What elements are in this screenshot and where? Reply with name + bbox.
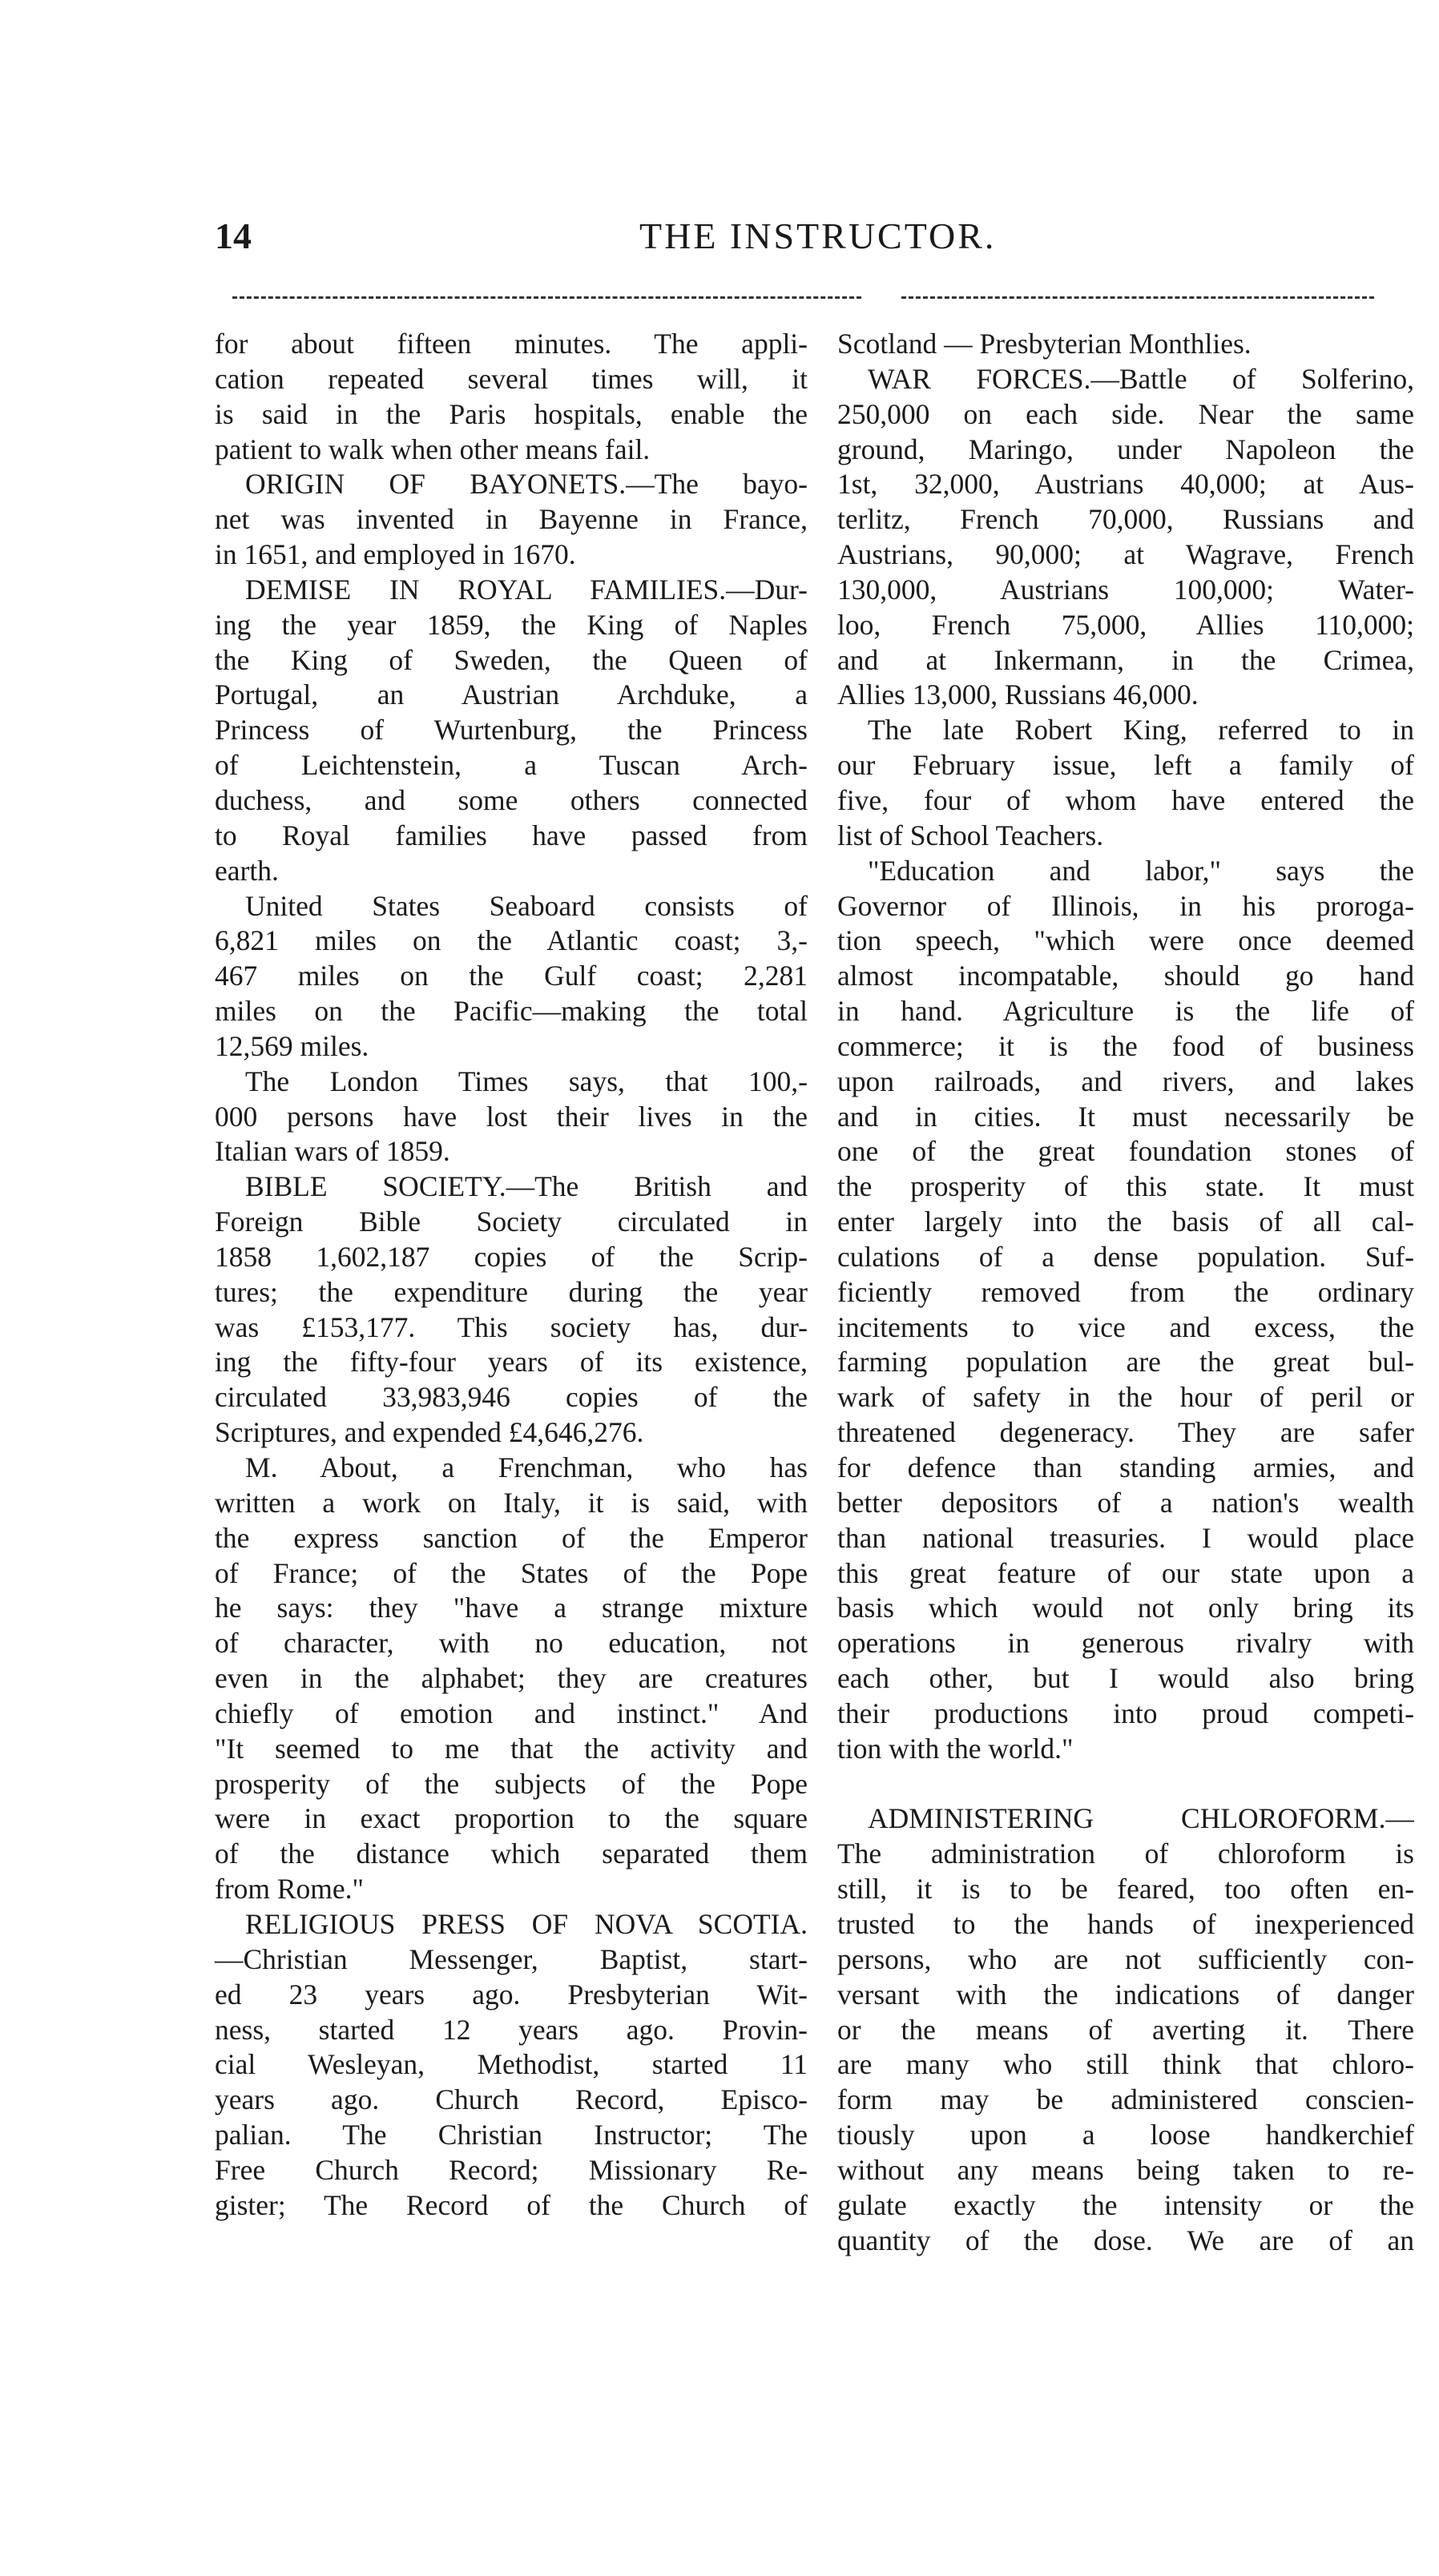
text-line: written a work on Italy, it is said, with: [215, 1486, 808, 1519]
text-line: persons, who are not sufficiently con-: [837, 1942, 1414, 1975]
text-line: gulate exactly the intensity or the: [837, 2188, 1414, 2221]
text-line: The late Robert King, referred to in: [868, 714, 1414, 747]
text-line: threatened degeneracy. They are safer: [837, 1416, 1414, 1449]
text-line: ORIGIN OF BAYONETS.—The bayo-: [245, 468, 808, 501]
text-line: the express sanction of the Emperor: [215, 1521, 808, 1554]
text-line: in 1651, and employed in 1670.: [215, 538, 576, 571]
text-line: ed 23 years ago. Presbyterian Wit-: [215, 1978, 808, 2010]
text-line: 6,821 miles on the Atlantic coast; 3,-: [215, 924, 808, 957]
text-line: The administration of chloroform is: [837, 1837, 1414, 1870]
text-line: tures; the expenditure during the year: [215, 1275, 808, 1308]
text-line: loo, French 75,000, Allies 110,000;: [837, 608, 1414, 641]
text-line: incitements to vice and excess, the: [837, 1310, 1414, 1343]
text-line: without any means being taken to re-: [837, 2153, 1414, 2186]
text-line: 130,000, Austrians 100,000; Water-: [837, 573, 1414, 606]
text-line: list of School Teachers.: [837, 819, 1104, 851]
text-line: versant with the indications of danger: [837, 1978, 1414, 2010]
text-line: 1st, 32,000, Austrians 40,000; at Aus-: [837, 468, 1414, 501]
text-line: basis which would not only bring its: [837, 1592, 1414, 1624]
text-line: Portugal, an Austrian Archduke, a: [215, 678, 808, 711]
text-line: earth.: [215, 854, 279, 887]
text-line: DEMISE IN ROYAL FAMILIES.—Dur-: [245, 573, 808, 606]
text-line: tion with the world.": [837, 1732, 1074, 1765]
text-line: even in the alphabet; they are creatures: [215, 1662, 808, 1695]
text-line: still, it is to be feared, too often en-: [837, 1873, 1414, 1906]
text-line: terlitz, French 70,000, Russians and: [837, 503, 1414, 536]
text-line: "Education and labor," says the: [868, 854, 1414, 887]
text-line: —Christian Messenger, Baptist, start-: [215, 1942, 808, 1975]
text-line: Free Church Record; Missionary Re-: [215, 2153, 808, 2186]
text-line: to Royal families have passed from: [215, 819, 808, 851]
text-line: he says: they "have a strange mixture: [215, 1592, 808, 1624]
text-line: of France; of the States of the Pope: [215, 1556, 808, 1589]
paragraph-gap: [837, 1767, 1414, 1802]
text-line: tion speech, "which were once deemed: [837, 924, 1414, 957]
text-line: one of the great foundation stones of: [837, 1135, 1414, 1168]
text-line: and in cities. It must necessarily be: [837, 1100, 1414, 1133]
text-line: ing the year 1859, the King of Naples: [215, 608, 808, 641]
text-line: net was invented in Bayenne in France,: [215, 503, 808, 536]
text-line: The London Times says, that 100,-: [245, 1065, 808, 1097]
right-column: [837, 327, 1414, 2258]
text-line: each other, but I would also bring: [837, 1662, 1414, 1695]
text-line: was £153,177. This society has, dur-: [215, 1310, 808, 1343]
text-line: enter largely into the basis of all cal-: [837, 1205, 1414, 1238]
text-line: 12,569 miles.: [215, 1029, 369, 1062]
text-line: from Rome.": [215, 1873, 365, 1906]
text-line: palian. The Christian Instructor; The: [215, 2119, 808, 2151]
text-line: operations in generous rivalry with: [837, 1627, 1414, 1660]
text-line: were in exact proportion to the square: [215, 1802, 808, 1835]
text-line: United States Seaboard consists of: [245, 889, 808, 922]
text-line: or the means of averting it. There: [837, 2013, 1414, 2046]
text-line: 000 persons have lost their lives in the: [215, 1100, 808, 1133]
text-line: 467 miles on the Gulf coast; 2,281: [215, 960, 808, 992]
text-line: patient to walk when other means fail.: [215, 433, 651, 465]
text-line: the prosperity of this state. It must: [837, 1170, 1414, 1203]
text-line: duchess, and some others connected: [215, 783, 808, 816]
text-line: 250,000 on each side. Near the same: [837, 397, 1414, 430]
text-line: five, four of whom have entered the: [837, 783, 1414, 816]
text-line: Allies 13,000, Russians 46,000.: [837, 678, 1199, 711]
text-line: RELIGIOUS PRESS OF NOVA SCOTIA.: [245, 1907, 808, 1940]
header-rule: [232, 296, 861, 299]
text-line: ground, Maringo, under Napoleon the: [837, 433, 1414, 465]
text-line: Austrians, 90,000; at Wagrave, French: [837, 538, 1414, 571]
text-line: Scotland — Presbyterian Monthlies.: [837, 328, 1252, 360]
text-line: farming population are the great bul-: [837, 1346, 1414, 1379]
text-line: and at Inkermann, in the Crimea,: [837, 643, 1414, 676]
text-line: BIBLE SOCIETY.—The British and: [245, 1170, 808, 1203]
text-line: ing the fifty-four years of its existence,: [215, 1346, 808, 1379]
text-line: upon railroads, and rivers, and lakes: [837, 1065, 1414, 1097]
text-line: Governor of Illinois, in his proroga-: [837, 889, 1414, 922]
text-line: quantity of the dose. We are of an: [837, 2224, 1414, 2256]
text-line: Princess of Wurtenburg, the Princess: [215, 714, 808, 747]
text-line: 1858 1,602,187 copies of the Scrip-: [215, 1240, 808, 1273]
text-line: wark of safety in the hour of peril or: [837, 1381, 1414, 1414]
text-line: years ago. Church Record, Episco-: [215, 2083, 808, 2116]
text-line: the King of Sweden, the Queen of: [215, 643, 808, 676]
page-header: [215, 215, 1393, 263]
text-line: gister; The Record of the Church of: [215, 2188, 808, 2221]
text-line: better depositors of a nation's wealth: [837, 1486, 1414, 1519]
text-line: almost incompatable, should go hand: [837, 960, 1414, 992]
text-line: is said in the Paris hospitals, enable the: [215, 397, 808, 430]
running-title: THE INSTRUCTOR.: [639, 215, 997, 256]
text-line: for defence than standing armies, and: [837, 1451, 1414, 1483]
text-line: cation repeated several times will, it: [215, 362, 808, 395]
left-column: [215, 327, 808, 2224]
text-line: chiefly of emotion and instinct." And: [215, 1697, 808, 1729]
text-line: commerce; it is the food of business: [837, 1029, 1414, 1062]
text-line: form may be administered conscien-: [837, 2083, 1414, 2116]
text-line: tiously upon a loose handkerchief: [837, 2119, 1414, 2151]
text-line: cial Wesleyan, Methodist, started 11: [215, 2048, 808, 2081]
text-line: culations of a dense population. Suf-: [837, 1240, 1414, 1273]
text-line: circulated 33,983,946 copies of the: [215, 1381, 808, 1414]
text-line: than national treasuries. I would place: [837, 1521, 1414, 1554]
text-line: our February issue, left a family of: [837, 749, 1414, 782]
text-line: ficiently removed from the ordinary: [837, 1275, 1414, 1308]
text-line: miles on the Pacific—making the total: [215, 995, 808, 1028]
text-line: for about fifteen minutes. The appli-: [215, 328, 808, 360]
page-number: 14: [215, 215, 252, 256]
text-line: ness, started 12 years ago. Provin-: [215, 2013, 808, 2046]
text-line: M. About, a Frenchman, who has: [245, 1451, 808, 1483]
text-line: are many who still think that chloro-: [837, 2048, 1414, 2081]
text-line: in hand. Agriculture is the life of: [837, 995, 1414, 1028]
text-line: Scriptures, and expended £4,646,276.: [215, 1416, 644, 1449]
text-line: of character, with no education, not: [215, 1627, 808, 1660]
text-line: prosperity of the subjects of the Pope: [215, 1767, 808, 1800]
text-line: this great feature of our state upon a: [837, 1556, 1414, 1589]
text-line: Italian wars of 1859.: [215, 1135, 450, 1168]
text-line: "It seemed to me that the activity and: [215, 1732, 808, 1765]
text-line: trusted to the hands of inexperienced: [837, 1907, 1414, 1940]
text-line: of Leichtenstein, a Tuscan Arch-: [215, 749, 808, 782]
text-line: WAR FORCES.—Battle of Solferino,: [868, 362, 1414, 395]
text-line: Foreign Bible Society circulated in: [215, 1205, 808, 1238]
text-line: their productions into proud competi-: [837, 1697, 1414, 1729]
text-line: of the distance which separated them: [215, 1837, 808, 1870]
text-line: ADMINISTERING CHLOROFORM.—: [868, 1802, 1414, 1835]
header-rule: [901, 296, 1374, 299]
